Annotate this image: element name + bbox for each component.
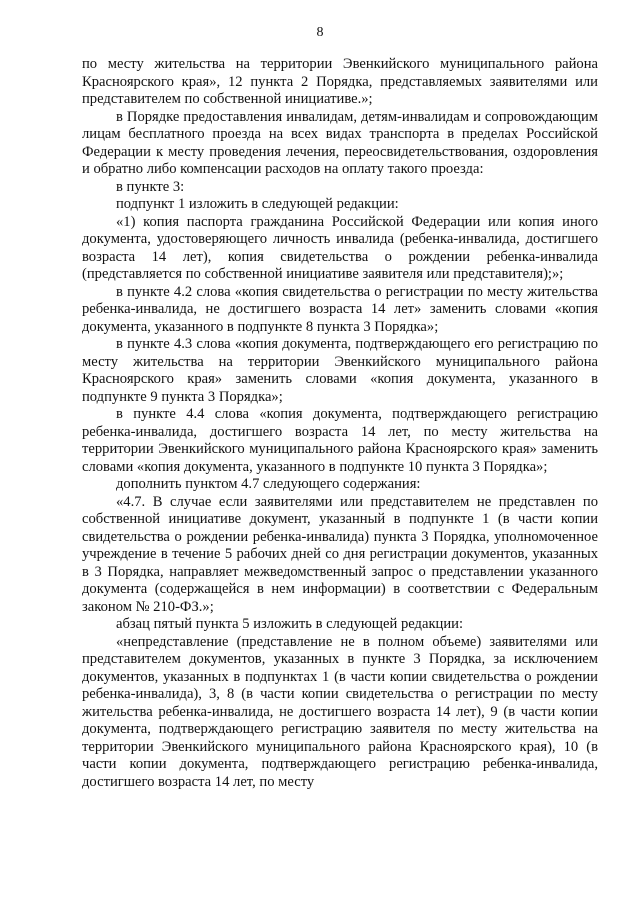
- paragraph-quote-subitem-1: «1) копия паспорта гражданина Российской Федерации или копия иного документа, удостоверяющего личность инвалида (ребенка-инвалида, достигшего возраста 14 лет), копия свидетельства о рождении ребенка-инвалида (представляется по собственной инициативе заявителя или представителя);»;: [82, 213, 598, 282]
- paragraph-item-4-3: в пункте 4.3 слова «копия документа, подтверждающего его регистрацию по месту жительства на территории Эвенкийского муниципального района Красноярского края» заменить словами «копия документа, указанного в подпункте 9 пункта 3 Порядка»;: [82, 336, 598, 405]
- document-body: [82, 56, 598, 791]
- paragraph-quote-item-4-7: «4.7. В случае если заявителями или представителем не представлен по собственной инициативе документ, указанный в подпункте 1 (в части копии свидетельства о рождении ребенка-инвалида) пункта 3 Порядка, уполномоченное учреждение в течение 5 рабочих дней со дня регистрации документов, указанных в 3 Порядка, направляет межведомственный запрос о представлении указанного документа (содержащейся в нем информации) в соответствии с Федеральным законом № 210-ФЗ.»;: [82, 493, 598, 615]
- paragraph-item-4-4: в пункте 4.4 слова «копия документа, подтверждающего регистрацию ребенка-инвалида, достигшего возраста 14 лет, по месту жительства на территории Эвенкийского муниципального района Красноярского края» заменить словами «копия документа, указанного в подпункте 10 пункта 3 Порядка»;: [82, 406, 598, 475]
- paragraph-item-3: в пункте 3:: [116, 178, 185, 195]
- paragraph-add-item-4-7: дополнить пунктом 4.7 следующего содержания:: [116, 476, 421, 492]
- paragraph-item-4-2: в пункте 4.2 слова «копия свидетельства о регистрации по месту жительства ребенка-инвалида, не достигшего возраста 14 лет» заменить словами «копия документа, указанного в подпункте 8 пункта 3 Порядка»;: [82, 283, 598, 335]
- paragraph-continuation: по месту жительства на территории Эвенкийского муниципального района Красноярского края», 12 пункта 2 Порядка, представляемых заявителями или представителем по собственной инициативе.»;: [82, 56, 598, 107]
- paragraph-subitem-1: подпункт 1 изложить в следующей редакции:: [116, 196, 399, 212]
- paragraph-quote-item-5: «непредставление (представление не в полном объеме) заявителями или представителем документов, указанных в пункте 3 Порядка, за исключением документов, указанных в подпунктах 1 (в части копии свидетельства о рождении ребенка-инвалида), 3, 8 (в части копии свидетельства о регистрации по месту жительства ребенка-инвалида, не достигшего возраста 14 лет), 9 (в части копии документа, подтверждающего регистрацию заявителя по месту жительства на территории Эвенкийского муниципального района Красноярского края), 10 (в части копии документа, подтверждающего регистрацию ребенка-инвалида, достигшего возраста 14 лет, по месту: [82, 633, 598, 790]
- paragraph-item-5-abzac: абзац пятый пункта 5 изложить в следующей редакции:: [116, 616, 464, 632]
- paragraph-amendment-intro: в Порядке предоставления инвалидам, детям-инвалидам и сопровождающим лицам бесплатного проезда на всех видах транспорта в пределах Российской Федерации к месту проведения лечения, переосвидетельствования, оздоровления и обратно либо компенсации расходов на оплату такого проезда:: [82, 108, 598, 177]
- page-number: 8: [316, 25, 324, 40]
